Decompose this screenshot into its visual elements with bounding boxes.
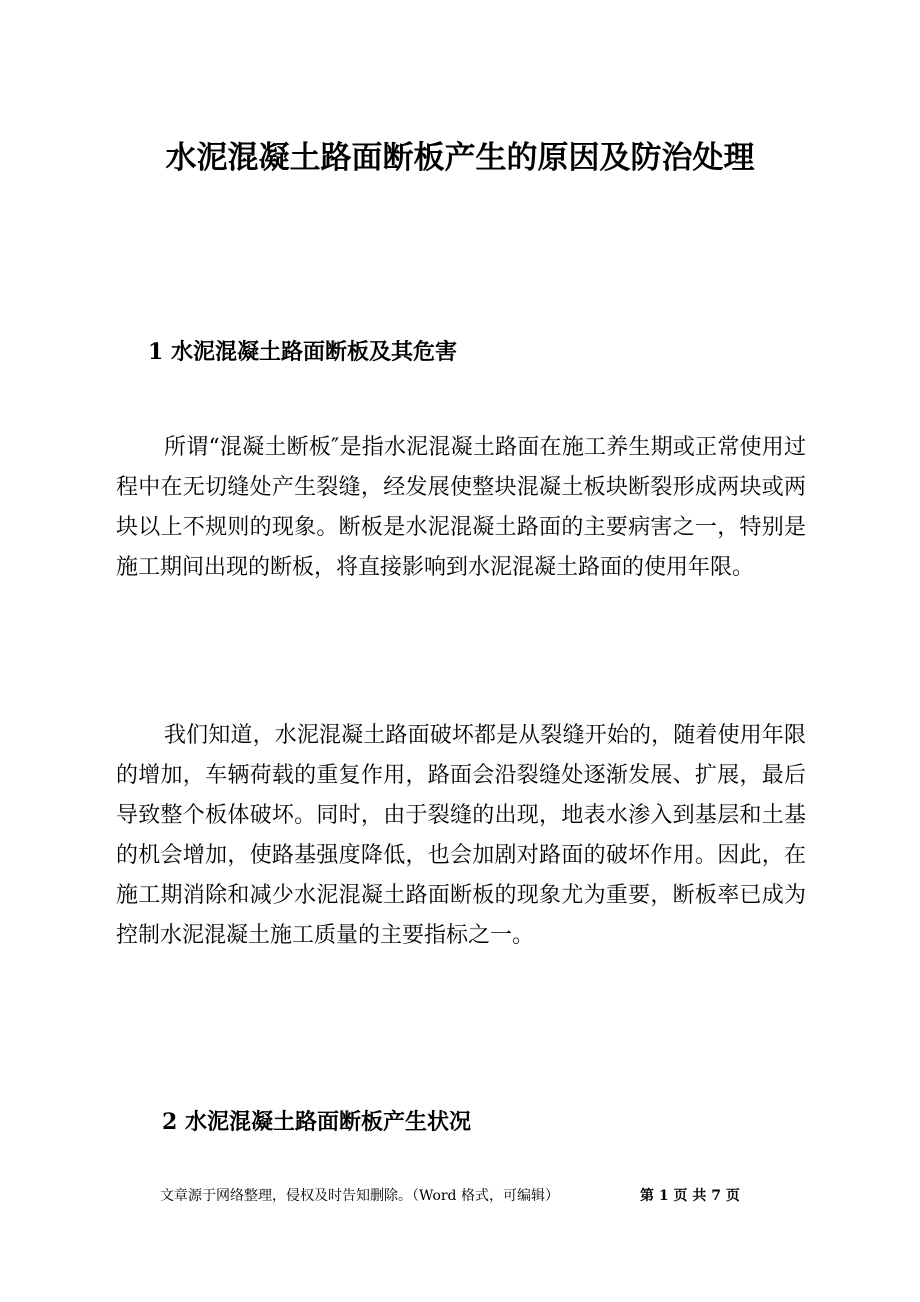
section-2-heading: 2 水泥混凝土路面断板产生状况	[162, 1109, 471, 1135]
page-number: 第 1 页 共 7 页	[640, 1188, 740, 1204]
section-1-paragraph-1: 所谓“混凝土断板″是指水泥混凝土路面在施工养生期或正常使用过程中在无切缝处产生裂缝，经发展使整块混凝土板块断裂形成两块或两块以上不规则的现象。断板是水泥混凝土路面的主要病害之一，特别是施工期间出现的断板，将直接影响到水泥混凝土路面的使用年限。	[116, 435, 806, 580]
footer-source-note: 文章源于网络整理，侵权及时告知删除。（Word 格式，可编辑）	[160, 1188, 559, 1204]
document-title: 水泥混凝土路面断板产生的原因及防治处理	[165, 140, 755, 176]
section-1-heading: 1 水泥混凝土路面断板及其危害	[148, 339, 457, 365]
section-1-paragraph-2: 我们知道，水泥混凝土路面破坏都是从裂缝开始的，随着使用年限的增加，车辆荷载的重复作用，路面会沿裂缝处逐渐发展、扩展，最后导致整个板体破坏。同时，由于裂缝的出现，地表水渗入到基层和土基的机会增加，使路基强度降低，也会加剧对路面的破坏作用。因此，在施工期消除和减少水泥混凝土路面断板的现象尤为重要，断板率已成为控制水泥混凝土施工质量的主要指标之一。	[116, 723, 806, 948]
